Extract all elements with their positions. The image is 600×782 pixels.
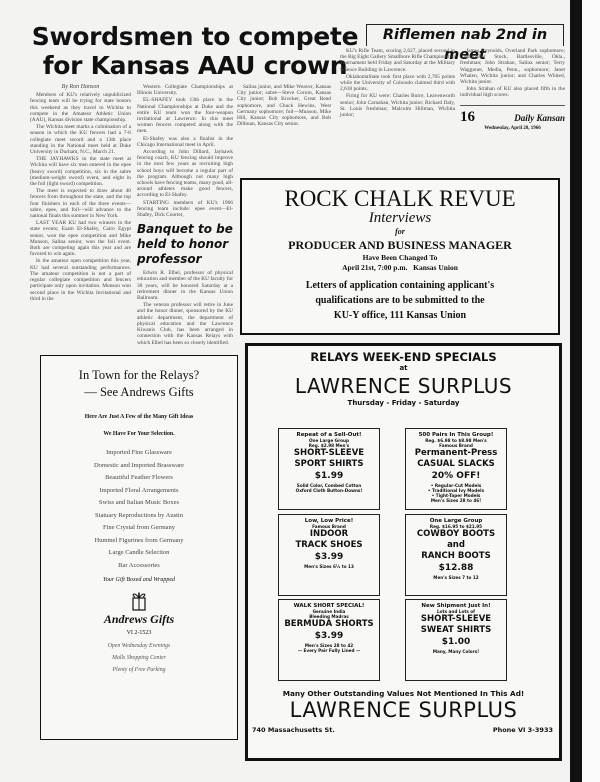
fencing-headline: Swordsmen to compete for Kansas AAU crown xyxy=(31,22,359,80)
deal-product: INDOOR xyxy=(309,529,349,539)
revue-letters-2: qualifications are to be submitted to the xyxy=(315,295,485,306)
paragraph: KU's Rifle Team, scoring 2,627, placed second in the Big Eight Gallery Smallbore Rifle Championship Tournament held Friday and Saturday at the Military Science Building in Lawrence. xyxy=(340,48,455,73)
deal-note: Men's Sizes 28 to 42 xyxy=(304,643,354,648)
paragraph: STARTING members of KU's 1966 fencing team include: epee event—El-Shafey, Dick Courter, xyxy=(137,199,233,219)
surplus-name-footer: LAWRENCE SURPLUS xyxy=(289,698,518,722)
deal-note: • Tight-Taper Models xyxy=(431,493,481,498)
gift-item: Hummel Figurines from Germany xyxy=(94,536,184,544)
revue-changed: Have Been Changed To xyxy=(362,253,438,262)
deal-note: Oxford Cloth Button-Downs! xyxy=(295,488,363,493)
deal-price: $3.99 xyxy=(314,552,344,562)
paragraph: The Wichita meet marks a culmination of a season in which the KU fencers had a 7-6 collegiate meet record and a 13th place standing in the National meet held at Duke University in Durham, N.C., March 21. xyxy=(30,124,131,156)
deal-subtext: One Large Group xyxy=(308,438,350,443)
andrews-footer-1: Open Wednesday Evenings xyxy=(107,643,171,649)
andrews-footer-2: Malls Shopping Center xyxy=(112,655,166,661)
rifle-col-2 xyxy=(460,48,565,99)
deal-product: Permanent-Press xyxy=(414,448,498,458)
deal-product: SHORT-SLEEVE xyxy=(420,614,492,624)
paragraph: According to John Dillard, Jayhawk fencing coach, KU fencing should improve in the next few years as recruiting high school boys will become a regular part of the program. Although not many high schools have fencing teams, many good, all-around athletes make good fencers, according to El-Shafey. xyxy=(137,149,233,199)
revue-date xyxy=(242,263,558,272)
deal-subtext: Reg. $2.98 Men's xyxy=(308,443,350,448)
paragraph: THE JAYHAWKS in the state meet at Wichita will have six men entered in the epee (heavy sword) competition, six in the sabre (medium-weight sword) event, and eight in the foil (light sword) competition. xyxy=(30,156,131,188)
issue-date: Wednesday, April 20, 1966 xyxy=(484,125,541,131)
deal-product: RANCH BOOTS xyxy=(421,551,491,561)
surplus-phone: Phone VI 3-3933 xyxy=(492,726,553,734)
deal-tagline: 500 Pairs In This Group! xyxy=(418,432,494,438)
deal-product: TRACK SHOES xyxy=(295,540,363,550)
deal-box xyxy=(278,599,380,681)
revue-time: April 21st, 7:00 p.m. xyxy=(342,263,408,272)
surplus-name: LAWRENCE SURPLUS xyxy=(294,374,513,398)
andrews-boxed: Your Gift Boxed and Wrapped xyxy=(102,577,176,583)
deal-subtext: Reg. $16.95 to $21.95 xyxy=(429,524,483,529)
page-margin xyxy=(582,0,600,782)
deal-price: $1.99 xyxy=(314,471,344,481)
paper-name: Daily Kansan xyxy=(514,112,565,123)
andrews-footer-3: Plenty of Free Parking xyxy=(112,667,166,673)
deal-product: and xyxy=(447,540,465,550)
paragraph: James Reynolds, Overland Park sophomore; Christopher Stock, Bartlesville, Okla., freshman; John Strahan, Salina senior; Terry Waggoner, Media, Penn., sophomore; Janet Whalen, Wichita junior; and Charles Whited, Wichita junior. xyxy=(460,48,565,86)
deal-subtext: Reg. $6.98 to $8.98 Men's xyxy=(425,438,487,443)
byline: By Ron Hanson xyxy=(61,84,100,90)
folio xyxy=(460,109,565,126)
deal-note: • Regular-Cut Models xyxy=(430,483,482,488)
surplus-banner: RELAYS WEEK-END SPECIALS xyxy=(310,350,497,364)
andrews-logo: Andrews Gifts xyxy=(103,612,175,626)
deal-price: $3.99 xyxy=(314,631,344,641)
deal-subtext: Famous Brand xyxy=(312,524,346,529)
gift-item: Statuary Reproductions by Austin xyxy=(95,511,183,519)
andrews-headline-1: In Town for the Relays? xyxy=(78,368,200,382)
paragraph: In the amateur open competition this year, KU had several outstanding performances. The amateur competition is not a part of regular collegiate competition and fencers participate only upon invitation. Munson won second place in the Wichita Invitational and third in the xyxy=(30,258,131,302)
gift-item: Swiss and Italian Music Boxes xyxy=(98,499,180,506)
rifle-col-2-and-folio xyxy=(460,48,565,131)
andrews-gifts-ad xyxy=(40,355,238,740)
paragraph: OklahomaState took first place with 2,705 points while the University of Colorado claimed third with 2,618 points. xyxy=(340,73,455,93)
paragraph: Firing for KU were: Charles Burre, Leavenworth senior; John Carnahan, Wichita junior; Richard Daly, St. Louis freshman; Malcolm Hillman, Wichita junior; xyxy=(340,93,455,119)
gift-item: Bar Accessories xyxy=(118,561,160,569)
revue-positions: PRODUCER AND BUSINESS MANAGER xyxy=(288,238,512,252)
gift-list xyxy=(41,447,237,572)
deal-product: COWBOY BOOTS xyxy=(416,529,496,539)
deal-note: Men's Sizes 7 to 12 xyxy=(433,575,479,580)
revue-for: for xyxy=(395,227,405,236)
fencing-col-2 xyxy=(137,84,233,218)
deal-tagline: WALK SHORT SPECIAL! xyxy=(293,603,365,609)
deal-note: — Every Pair Fully Lined — xyxy=(297,648,361,653)
surplus-other-values: Many Other Outstanding Values Not Mentioned In This Ad! xyxy=(282,689,525,698)
deal-tagline: One Large Group xyxy=(429,518,483,524)
surplus-days: Thursday - Friday - Saturday xyxy=(347,399,460,407)
deal-product: CASUAL SLACKS xyxy=(417,459,495,469)
deal-box xyxy=(278,514,380,596)
paragraph: EL-SHAFEY took 13th place in the National Championships at Duke and the entire KU team won the four-weapon invitational at Lawrence. In this meet women fencers competed along with the men. xyxy=(137,97,233,135)
gift-item: Domestic and Imported Brassware xyxy=(93,461,185,469)
rifle-headline-box xyxy=(366,24,564,63)
fencing-col-1 xyxy=(30,84,131,303)
deal-subtext: Genuine India xyxy=(312,609,346,614)
gift-item: Imported Fine Glassware xyxy=(106,449,172,456)
deal-box xyxy=(405,514,507,596)
deal-box xyxy=(405,599,507,681)
deal-product: SWEAT SHIRTS xyxy=(420,625,492,635)
deal-note: Many, Many Colors! xyxy=(432,649,480,654)
surplus-at: at xyxy=(399,364,408,372)
paragraph: The veteran professor will retire in June and the honor dinner, sponsored by the KU athletic department, the department of physical education and the Lawrence Kiwanis Club, has been arranged in connection with the Kansas Relays with which Elbel has been so closely identified. xyxy=(137,302,233,346)
deal-subtext: Bleeding Madras xyxy=(309,614,349,619)
deal-product: SPORT SHIRTS xyxy=(294,459,364,469)
deal-product: SHORT-SLEEVE xyxy=(293,448,365,458)
deal-box xyxy=(405,428,507,510)
andrews-intro-2: We Have For Your Selection. xyxy=(103,431,175,437)
banquet-body xyxy=(137,270,233,345)
revue-letters-1: Letters of application containing applicant's xyxy=(305,280,495,291)
deal-note: Men's Sizes 6½ to 13 xyxy=(304,564,354,569)
rifle-col-1 xyxy=(340,48,455,119)
deal-box xyxy=(278,428,380,510)
fencing-col-3 xyxy=(237,84,331,128)
rifle-headline: Riflemen nab 2nd in meet xyxy=(382,27,548,63)
gift-item: Fine Crystal from Germany xyxy=(102,524,176,531)
andrews-headline-2: — See Andrews Gifts xyxy=(84,385,194,399)
deal-subtext: Lots and Lots of xyxy=(437,609,475,614)
folio-rule xyxy=(460,105,565,106)
deal-tagline: New Shipment Just In! xyxy=(421,603,491,609)
paragraph: El-Shafey was also a finalist in the Chicago International meet in April. xyxy=(137,135,233,148)
revue-place: Kansas Union xyxy=(413,263,458,272)
deal-note: Solid Color, Combed Cotton xyxy=(296,483,362,488)
deal-subtext: Famous Brand xyxy=(439,443,473,448)
deal-price: $12.88 xyxy=(438,563,474,573)
deal-tagline: Repeat of a Sell-Out! xyxy=(296,432,362,438)
banquet-headline: Banquet to be held to honor professor xyxy=(137,222,233,267)
paragraph: Edwin R. Elbel, professor of physical education and member of the KU faculty for 38 years, will be honored Saturday at a retirement dinner in the Kansas Union Ballroom. xyxy=(137,270,233,302)
gift-item: Beautiful Feather Flowers xyxy=(105,474,173,481)
deal-price: $1.00 xyxy=(441,637,471,647)
paragraph: Members of KU's relatively unpublicized fencing team will be trying for state honors this weekend as they travel to Wichita to compete in the Amateur Athletic Union (AAU), Kansas division state championship. xyxy=(30,92,131,124)
paragraph: LAST YEAR KU had two winners in the state events; Esam El-Shafey, Cairo Egypt senior, won the epee competition and Mike Munson, Salina senior, won the foil event. Both are competing again this year and are favored to win again. xyxy=(30,220,131,258)
andrews-phone: VI 2-1523 xyxy=(126,630,152,636)
paragraph: Salina junior, and Mike Weaver, Kansas City junior; sabre—Steve Corum, Kansas City junior; Bob Krocker, Great Bend sophomore, and Chuck Hewins, West Germany sophomore; foil—Munson, Mike Hill, Kansas City sophomore, and Bob Dillman, Kansas City senior. xyxy=(237,84,331,128)
deal-price: 20% OFF! xyxy=(431,471,481,481)
paragraph: The meet is expected to draw about 40 fencers from throughout the state, and the top four finishers in each of the three events—sabre, epee, and foil—will advance to the national finals this summer in New York. xyxy=(30,188,131,220)
deal-note: • Traditional Ivy Models xyxy=(427,488,485,493)
gift-box-icon xyxy=(130,589,148,611)
revue-title: ROCK CHALK REVUE xyxy=(284,186,516,211)
page-edge-shadow xyxy=(570,0,582,782)
paragraph: John Strahan of KU also placed fifth in the individual high scores. xyxy=(460,86,565,99)
page-number: 16 xyxy=(460,108,475,125)
rock-chalk-revue-ad xyxy=(240,178,560,335)
surplus-address: 740 Massachusetts St. xyxy=(252,726,335,734)
deal-tagline: Low, Low Price! xyxy=(304,518,354,524)
paragraph: Western Collegiate Championships at Illinois University. xyxy=(137,84,233,97)
deal-product: BERMUDA SHORTS xyxy=(284,619,374,629)
gift-item: Imported Floral Arrangements xyxy=(99,486,179,494)
revue-interviews: Interviews xyxy=(368,210,432,226)
lawrence-surplus-ad xyxy=(245,343,562,761)
revue-letters-3: KU-Y office, 111 Kansas Union xyxy=(333,310,467,321)
fencing-col-2-and-banquet xyxy=(137,84,233,347)
gift-item: Large Candle Selection xyxy=(108,549,170,556)
deal-note: Men's Sizes 28 to 46! xyxy=(430,498,482,503)
andrews-intro-1: Here Are Just A Few of the Many Gift Ideas xyxy=(84,414,194,420)
